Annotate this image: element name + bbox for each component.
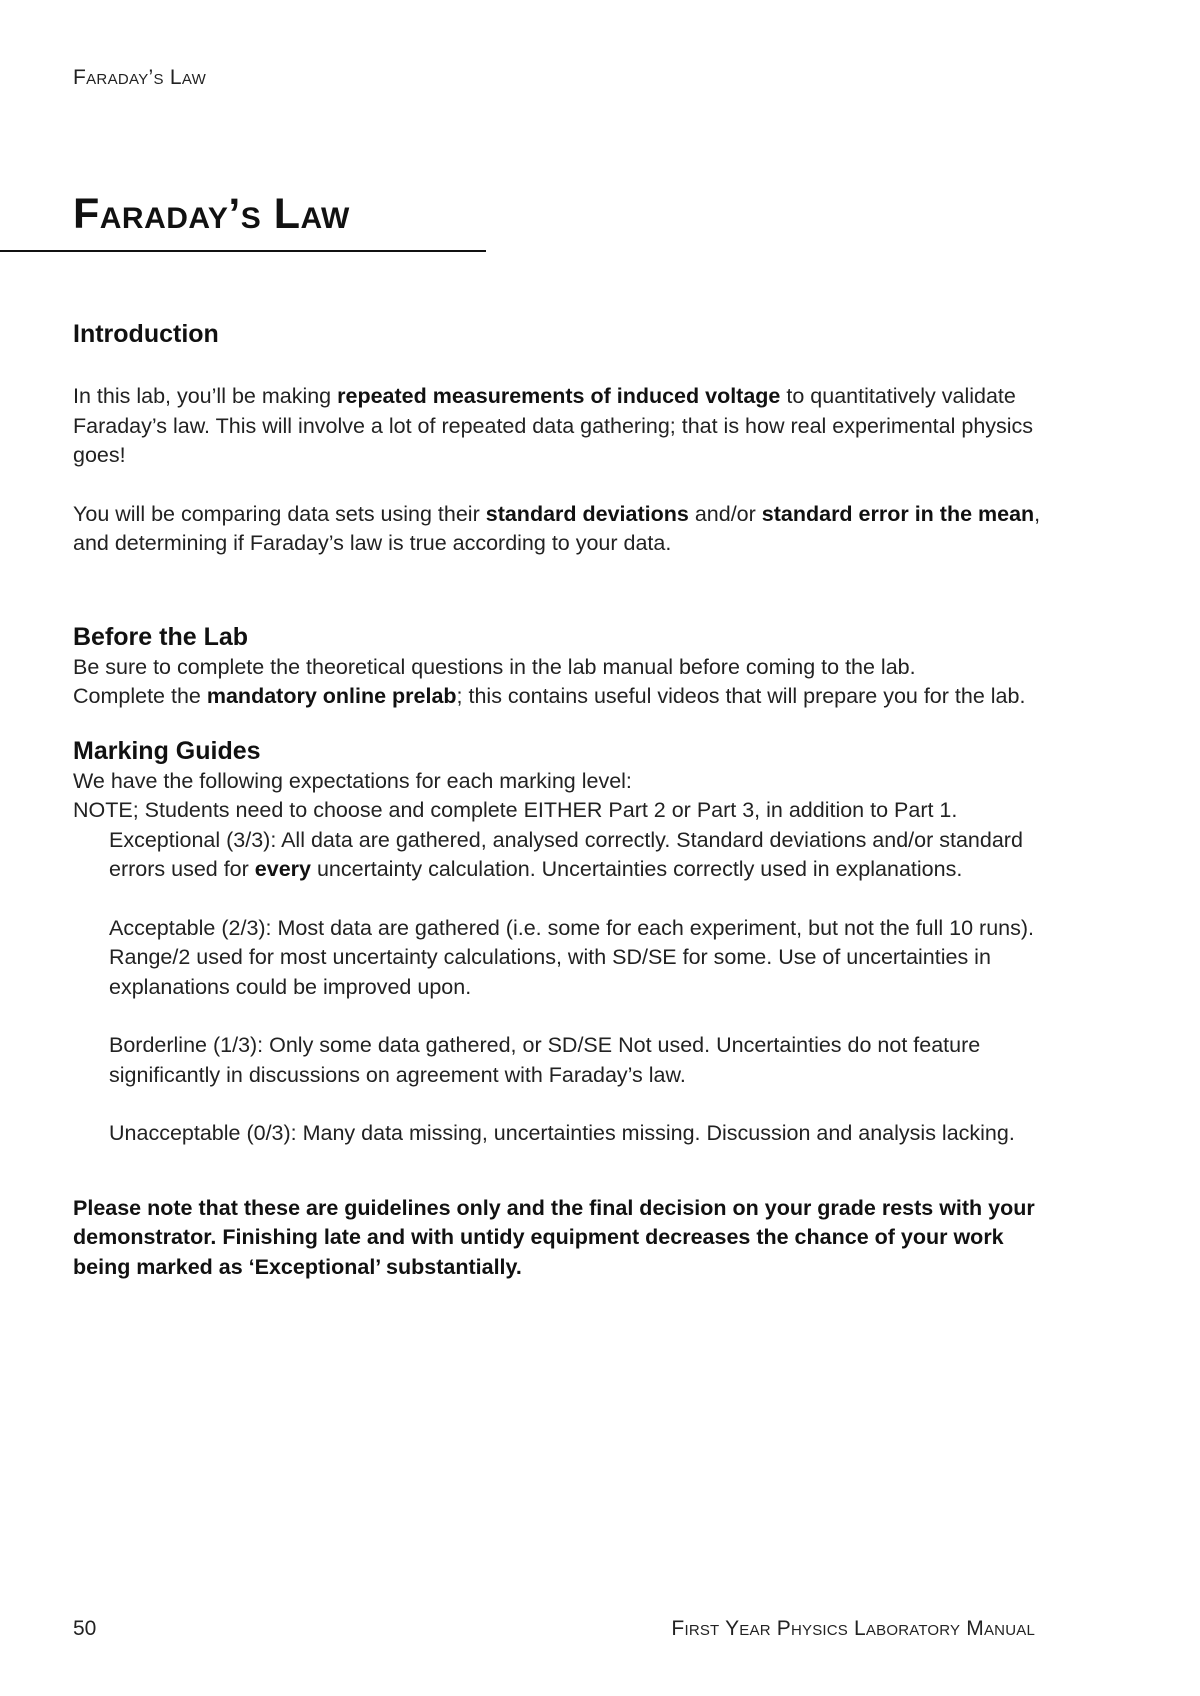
text-span: to quantitatively validate Faraday’s law. This will involve a lot of repeated data gathering; that is how real experimental physics goes! (73, 384, 1034, 467)
title-rule (0, 250, 486, 252)
emphasis-text: standard error in the mean (761, 501, 1035, 526)
introduction-paragraph-2 (73, 500, 1043, 559)
text-span: Exceptional (3/3): All data are gathered, analysed correctly. Standard deviations and/or standard errors used for (109, 827, 1023, 881)
introduction-heading: Introduction (73, 320, 219, 348)
emphasis-text: mandatory online prelab (206, 684, 457, 708)
text-span: and/or (688, 501, 762, 526)
marking-guides-intro: We have the following expectations for each marking level: (73, 768, 632, 793)
page-number: 50 (73, 1617, 97, 1640)
text-span: , and determining if Faraday’s law is true according to your data. (73, 501, 1041, 555)
marking-level-unacceptable: Unacceptable (0/3): Many data missing, uncertainties missing. Discussion and analysis lacking. (109, 1121, 1015, 1145)
page-content (73, 318, 1043, 1282)
text-span: You will be comparing data sets using their (73, 501, 486, 526)
chapter-title: Faraday’s Law (73, 190, 350, 238)
emphasis-text: repeated measurements of induced voltage (337, 384, 781, 408)
introduction-paragraph-1 (73, 382, 1043, 471)
text-span: ; this contains useful videos that will prepare you for the lab. (456, 684, 1026, 708)
before-lab-heading: Before the Lab (73, 622, 249, 651)
marking-level-borderline: Borderline (1/3): Only some data gathered, or SD/SE Not used. Uncertainties do not feature significantly in discussions on agreement with Faraday’s law. (109, 1033, 981, 1087)
before-lab-line-2 (73, 682, 1043, 712)
emphasis-text: every (254, 857, 311, 881)
emphasis-text: standard deviations (485, 501, 689, 526)
marking-level-exceptional (73, 826, 1043, 885)
marking-level-acceptable: Acceptable (2/3): Most data are gathered (i.e. some for each experiment, but not the full 10 runs). Range/2 used for most uncertainty calculations, with SD/SE for some. Use of uncertainties in explanations could be improved upon. (109, 915, 1034, 999)
running-footer: First Year Physics Laboratory Manual (671, 1617, 1035, 1640)
text-span: Complete the (73, 684, 207, 708)
marking-guides-heading: Marking Guides (73, 736, 261, 765)
marking-guides-note: NOTE; Students need to choose and complete EITHER Part 2 or Part 3, in addition to Part 1. (73, 798, 958, 822)
text-span: uncertainty calculation. Uncertainties correctly used in explanations. (310, 857, 963, 881)
text-span: In this lab, you’ll be making (73, 384, 338, 408)
final-note: Please note that these are guidelines only and the final decision on your grade rests with your demonstrator. Finishing late and with untidy equipment decreases the chance of your work being marked as ‘Exceptional’ substantially. (73, 1195, 1035, 1279)
running-header: Faraday’s Law (73, 66, 207, 89)
before-lab-line-1: Be sure to complete the theoretical questions in the lab manual before coming to the lab. (73, 654, 916, 679)
